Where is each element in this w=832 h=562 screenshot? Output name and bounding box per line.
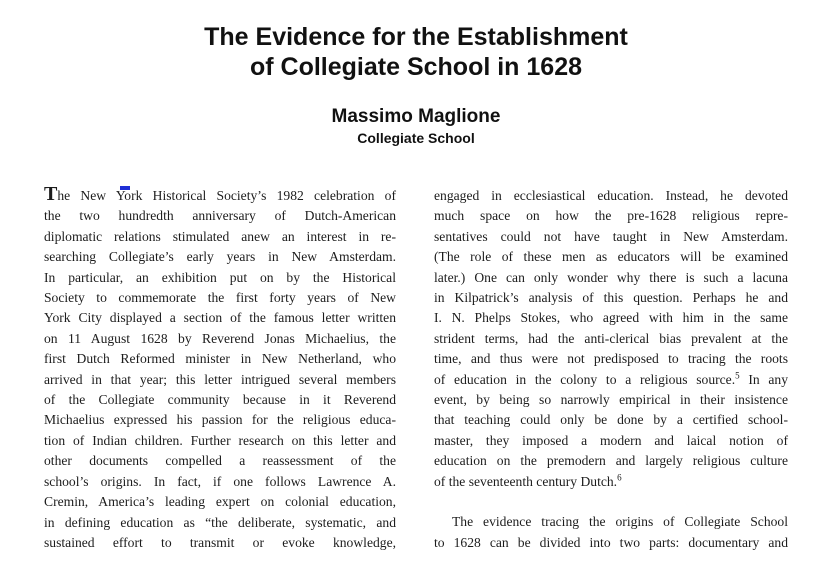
text-line: event, by being so narrowly empirical in their insistence — [434, 392, 788, 408]
text-line: Society to commemorate the first forty years of New — [44, 290, 396, 306]
text-line: diplomatic relations stimulated anew an interest in re- — [44, 228, 396, 244]
article-title — [0, 22, 832, 82]
text-line: in defining education as “the deliberate, systematic, and — [44, 514, 396, 530]
text-line: (The role of these men as educators will be examined — [434, 249, 788, 265]
footnote-ref-5[interactable]: 5 — [735, 370, 740, 381]
title-line-1: The Evidence for the Establishment — [204, 23, 628, 51]
title-line-2: of Collegiate School in 1628 — [249, 53, 583, 81]
text-line: much space on how the pre-1628 religious repre- — [434, 208, 788, 224]
text-line: of the seventeenth century Dutch.$^6$ — [434, 472, 622, 489]
right-column — [434, 186, 788, 553]
text-line: sustained effort to transmit or evoke knowledge, — [44, 534, 396, 550]
text-line: first Dutch Reformed minister in New Netherland, who — [44, 351, 396, 367]
drop-cap: T — [44, 183, 58, 205]
text-line: In particular, an exhibition put on by the Historical — [44, 269, 396, 285]
text-line: time, and thus were not predisposed to tracing the roots — [434, 351, 788, 367]
text-line: sentatives could not have taught in New Amsterdam. — [434, 228, 788, 244]
text-line: of education in the colony to a religious source.$^5$ In any — [434, 370, 789, 387]
text-line: education on the premodern and largely religious culture — [434, 453, 788, 469]
text-line: The evidence tracing the origins of Collegiate School — [452, 514, 788, 530]
footnote-ref-6[interactable]: 6 — [617, 472, 622, 483]
text-line: master, they imposed a modern and laical notion of — [434, 432, 788, 448]
text-line: of the Collegiate community because in it Reverend — [44, 392, 396, 408]
text-line: searching Collegiate’s early years in New Amsterdam. — [44, 249, 396, 265]
text-line: I. N. Phelps Stokes, who agreed with him in the same — [434, 310, 788, 326]
text-line: the two hundredth anniversary of Dutch-American — [44, 208, 396, 224]
text-line: that teaching could only be done by a certified school- — [434, 412, 788, 428]
text-line: Michaelius expressed his passion for the religious educa- — [44, 412, 396, 428]
text-line: in Kilpatrick’s analysis of this question. Perhaps he and — [434, 290, 788, 306]
text-line: on 11 August 1628 by Reverend Jonas Michaelius, the — [44, 330, 396, 346]
text-line: The New York Historical Society’s 1982 celebration of — [44, 183, 396, 205]
text-line: York City displayed a section of the famous letter written — [44, 310, 396, 326]
text-line: tion of Indian children. Further research on this letter and — [44, 432, 396, 448]
paragraph-gap — [434, 492, 788, 512]
text-line: arrived in that year; this letter intrigued several members — [44, 371, 396, 387]
text-line: strident terms, had the anti-clerical bias prevalent at the — [434, 330, 788, 346]
text-line: Cremin, America’s leading expert on colonial education, — [44, 494, 396, 510]
text-line: engaged in ecclesiastical education. Instead, he devoted — [434, 188, 788, 203]
author-affiliation: Collegiate School — [357, 130, 475, 146]
author-name: Massimo Maglione — [331, 106, 501, 127]
text-line: to 1628 can be divided into two parts: documentary and — [434, 534, 788, 550]
text-line: later.) One can only wonder why there is such a lacuna — [434, 269, 788, 285]
text-line: other documents compelled a reassessment of the — [44, 453, 396, 469]
left-column — [44, 183, 396, 553]
text-line: school’s origins. In fact, if one follows Lawrence A. — [44, 473, 396, 489]
